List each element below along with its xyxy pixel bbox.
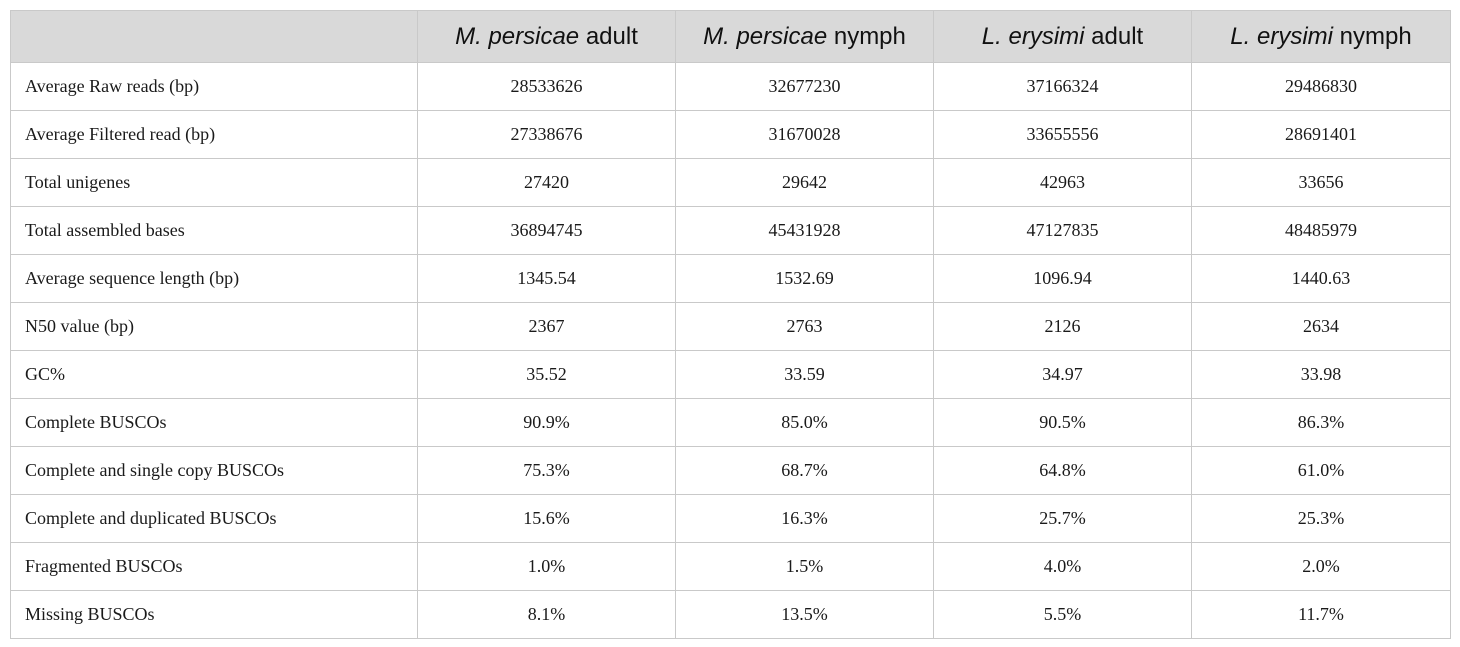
table-cell: 27338676 bbox=[418, 111, 676, 159]
table-cell: 48485979 bbox=[1192, 207, 1451, 255]
table-cell: 29486830 bbox=[1192, 63, 1451, 111]
table-cell: 33.59 bbox=[676, 351, 934, 399]
table-cell: 90.9% bbox=[418, 399, 676, 447]
table-cell: 75.3% bbox=[418, 447, 676, 495]
table-row bbox=[11, 591, 1451, 639]
table-cell: 4.0% bbox=[934, 543, 1192, 591]
table-cell: 29642 bbox=[676, 159, 934, 207]
table-row bbox=[11, 111, 1451, 159]
table-cell: 28533626 bbox=[418, 63, 676, 111]
assembly-statistics-table bbox=[10, 10, 1451, 639]
row-label: Missing BUSCOs bbox=[11, 591, 418, 639]
header-cell-le-nymph bbox=[1192, 11, 1451, 63]
table-cell: 68.7% bbox=[676, 447, 934, 495]
table-cell: 32677230 bbox=[676, 63, 934, 111]
row-label: GC% bbox=[11, 351, 418, 399]
table-cell: 2634 bbox=[1192, 303, 1451, 351]
table-cell: 1440.63 bbox=[1192, 255, 1451, 303]
table-row bbox=[11, 207, 1451, 255]
table-cell: 85.0% bbox=[676, 399, 934, 447]
header-stage: nymph bbox=[827, 22, 906, 50]
header-cell-mp-adult bbox=[418, 11, 676, 63]
table-row bbox=[11, 303, 1451, 351]
table-cell: 1532.69 bbox=[676, 255, 934, 303]
table-cell: 25.7% bbox=[934, 495, 1192, 543]
row-label: Fragmented BUSCOs bbox=[11, 543, 418, 591]
table-cell: 27420 bbox=[418, 159, 676, 207]
table-cell: 13.5% bbox=[676, 591, 934, 639]
table-cell: 61.0% bbox=[1192, 447, 1451, 495]
table-cell: 1096.94 bbox=[934, 255, 1192, 303]
table-cell: 1.0% bbox=[418, 543, 676, 591]
table-cell: 25.3% bbox=[1192, 495, 1451, 543]
table-row bbox=[11, 351, 1451, 399]
table-cell: 8.1% bbox=[418, 591, 676, 639]
header-stage: nymph bbox=[1332, 22, 1412, 50]
table-row bbox=[11, 399, 1451, 447]
table-cell: 35.52 bbox=[418, 351, 676, 399]
table-cell: 33.98 bbox=[1192, 351, 1451, 399]
table-cell: 2763 bbox=[676, 303, 934, 351]
table-row bbox=[11, 255, 1451, 303]
row-label: Complete and single copy BUSCOs bbox=[11, 447, 418, 495]
table-cell: 1.5% bbox=[676, 543, 934, 591]
header-cell-mp-nymph bbox=[676, 11, 934, 63]
table-row bbox=[11, 495, 1451, 543]
header-cell-empty bbox=[11, 11, 418, 63]
header-stage: adult bbox=[1084, 22, 1144, 50]
table-row bbox=[11, 63, 1451, 111]
row-label: Average sequence length (bp) bbox=[11, 255, 418, 303]
header-cell-le-adult bbox=[934, 11, 1192, 63]
table-cell: 16.3% bbox=[676, 495, 934, 543]
table-cell: 36894745 bbox=[418, 207, 676, 255]
table-cell: 47127835 bbox=[934, 207, 1192, 255]
header-species: M. persicae bbox=[703, 22, 828, 50]
header-row bbox=[11, 11, 1451, 63]
table-row bbox=[11, 447, 1451, 495]
table-cell: 42963 bbox=[934, 159, 1192, 207]
table-cell: 37166324 bbox=[934, 63, 1192, 111]
header-species: L. erysimi bbox=[981, 22, 1085, 50]
table-cell: 45431928 bbox=[676, 207, 934, 255]
table-cell: 33655556 bbox=[934, 111, 1192, 159]
header-species: M. persicae bbox=[455, 22, 580, 50]
table-row bbox=[11, 543, 1451, 591]
row-label: Complete BUSCOs bbox=[11, 399, 418, 447]
row-label: Average Filtered read (bp) bbox=[11, 111, 418, 159]
header-species: L. erysimi bbox=[1230, 22, 1333, 50]
table-cell: 28691401 bbox=[1192, 111, 1451, 159]
table-cell: 2.0% bbox=[1192, 543, 1451, 591]
table-cell: 90.5% bbox=[934, 399, 1192, 447]
row-label: Average Raw reads (bp) bbox=[11, 63, 418, 111]
table-cell: 34.97 bbox=[934, 351, 1192, 399]
table-cell: 64.8% bbox=[934, 447, 1192, 495]
table-cell: 11.7% bbox=[1192, 591, 1451, 639]
table-row bbox=[11, 159, 1451, 207]
table-cell: 2367 bbox=[418, 303, 676, 351]
table-cell: 86.3% bbox=[1192, 399, 1451, 447]
header-stage: adult bbox=[579, 22, 638, 50]
table-cell: 15.6% bbox=[418, 495, 676, 543]
row-label: Total assembled bases bbox=[11, 207, 418, 255]
table-cell: 33656 bbox=[1192, 159, 1451, 207]
table-cell: 31670028 bbox=[676, 111, 934, 159]
row-label: Total unigenes bbox=[11, 159, 418, 207]
table-cell: 5.5% bbox=[934, 591, 1192, 639]
table-cell: 1345.54 bbox=[418, 255, 676, 303]
table-cell: 2126 bbox=[934, 303, 1192, 351]
row-label: N50 value (bp) bbox=[11, 303, 418, 351]
row-label: Complete and duplicated BUSCOs bbox=[11, 495, 418, 543]
